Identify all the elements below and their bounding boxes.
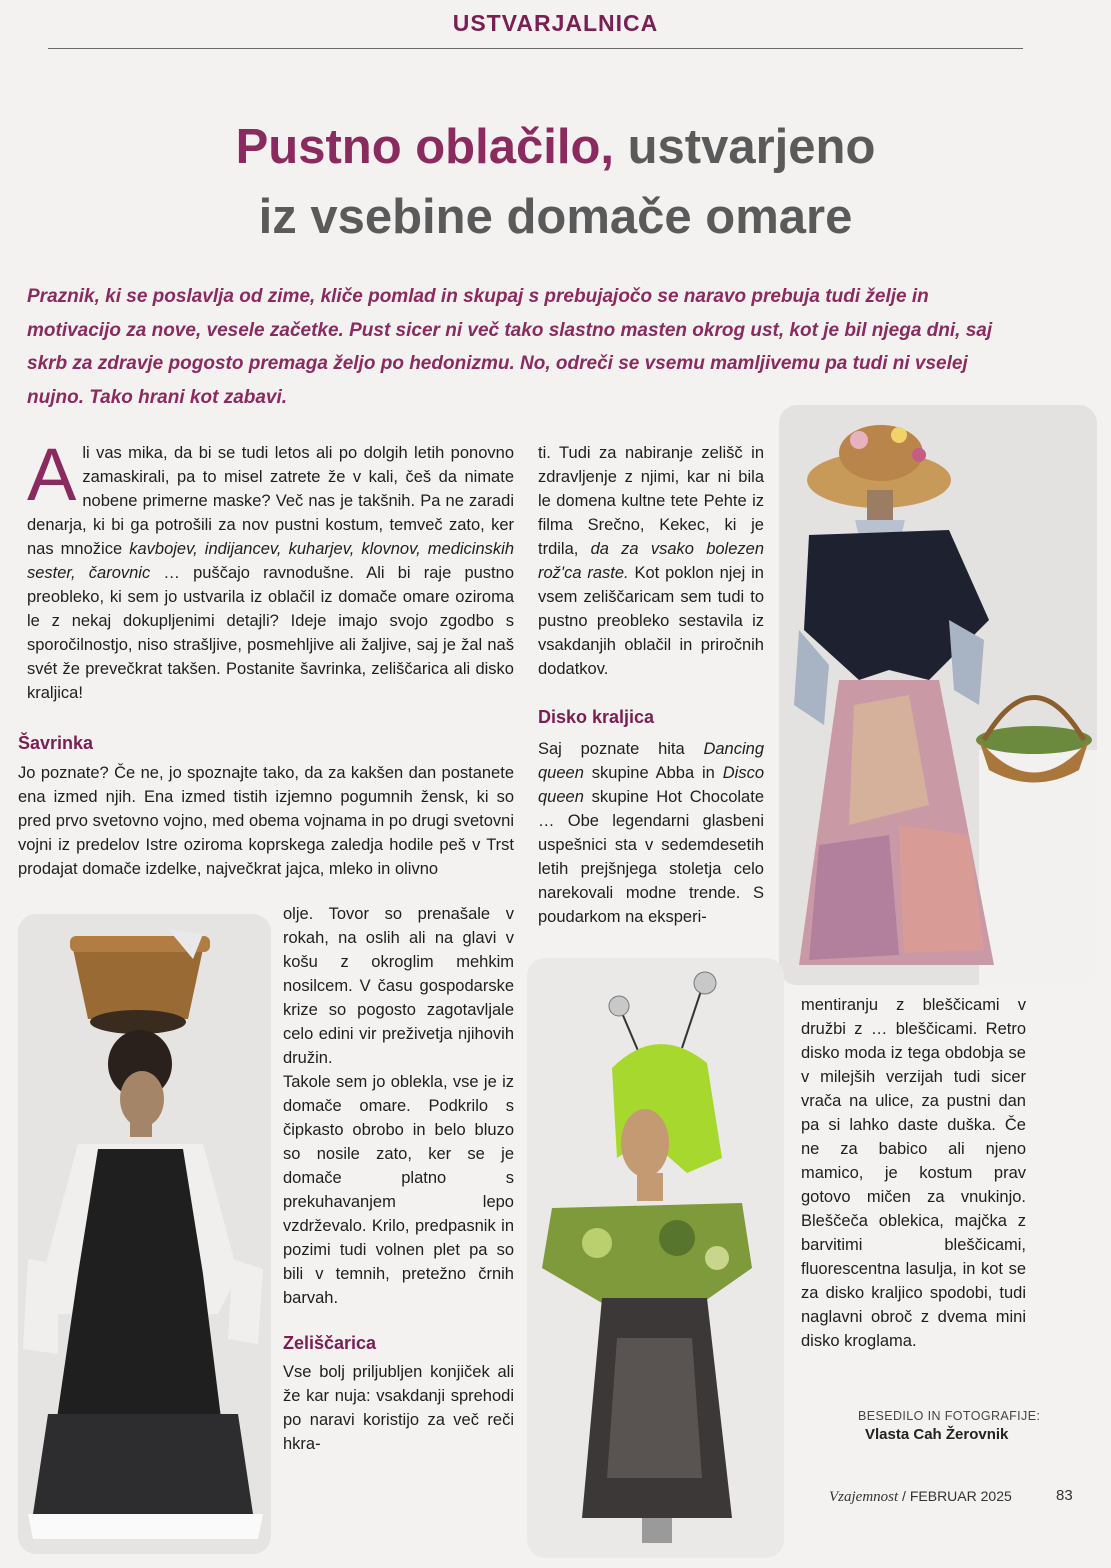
title-rest: ustvarjeno xyxy=(614,120,876,174)
intro-p1-end: … puščajo ravnodušne. Ali bi raje pustno preobleko, ki sem jo ustvarila iz oblačil iz domače omare oziroma le z nekaj dokupljenimi detajli? Ideje imajo svojo zgodbo s sporočilnostjo, niso strašljive, posmehljive ali žaljive, saj je žal naš svét že prevečkrat takšen. Postanite šavrinka, zeliščarica ali disko kraljica! xyxy=(27,564,514,702)
top-rule xyxy=(48,48,1023,49)
mannequin-green-wig-icon xyxy=(527,958,784,1558)
heading-zeliscarica: Zeliščarica xyxy=(283,1333,377,1353)
footer-magazine: Vzajemnost / FEBRUAR 2025 xyxy=(829,1488,1012,1505)
mannequin-basket-on-head-icon xyxy=(18,914,271,1554)
intro-italic: kavbojev, indijancev, kuharjev, klovnov, medicinskih sester, čarovnic xyxy=(27,540,514,582)
savrinka-p1: Jo poznate? Če ne, jo spoznajte tako, da za kakšen dan postanete ena izmed njih. Ena izmed tistih izjemno pogumnih žensk, ki so pred prvo svetovno vojno, med obema vojnama in po drugi svetovni vojni iz predelov Istre oziroma koprskega zaledja hodile peš v Trst prodajat domače izdelke, največkrat jajca, mleko in olivno xyxy=(18,764,514,878)
page-number: 83 xyxy=(1056,1487,1073,1504)
disko-p2: mentiranju z bleščicami v družbi z … bleščicami. Retro disko moda iz tega obdobja se v milejših verzijah tudi sicer vrača na ulice, za pustni dan pa si lahko daste duška. Če ne za babico ali njeno mamico, je kostum prav gotovo mičen za vnukinjo. Bleščeča oblekica, majčka z barvitimi bleščicami, fluorescentna lasulja, in kot se za disko kraljico spodobi, tudi naglavni obroč z dvema mini disko kroglama. xyxy=(801,996,1026,1350)
savrinka-p2: olje. Tovor so prenašale v rokah, na oslih ali na glavi v košu z okroglim mehkim nosilcem. V času gospodarske krize so pogosto zagotavljale celo edini vir preživetja njihovih družin. Takole sem jo oblekla, vse je iz domače omare. Podkrilo s čipkasto obrobo in belo bluzo so nosile zato, ker se je domače platno s prekuhavanjem lepo vzdrževalo. Krilo, predpasnik in pozimi tudi volnen plet pa so bili v temnih, pretežno črnih barvah. xyxy=(283,902,514,1310)
zeliscarica-italic: da za vsako bolezen rož'ca raste. xyxy=(538,540,764,582)
credit-name: Vlasta Cah Žerovnik xyxy=(865,1426,1009,1443)
savrinka-p3: Takole sem jo oblekla, vse je iz domače omare. Podkrilo s čipkasto obrobo in belo bluzo so nosile zato, ker se je domače platno s prekuhavanjem lepo vzdrževalo. Krilo, predpasnik in pozimi tudi volnen plet pa so bili v temnih, pretežno črnih barvah. xyxy=(283,1073,514,1307)
heading-disko: Disko kraljica xyxy=(538,707,655,727)
mannequin-straw-hat-basket-icon xyxy=(779,405,1097,985)
title-line2: iz vsebine domače omare xyxy=(258,190,853,244)
zeliscarica-p1: Vse bolj priljubljen konjiček ali že kar nuja: vsakdanji sprehodi po naravi koristijo za več reči hkra- xyxy=(283,1363,514,1453)
intro-p1: li vas mika, da bi se tudi letos ali po dolgih letih ponovno zamaskirali, pa to misel zatrete že v kali, češ da nimate nobene primerne maske? Več nas je takšnih. Pa ne zaradi denarja, ki bi ga potrošili za nov pustni kostum, temveč zato, ker nas množice xyxy=(27,444,514,558)
photo-zeliscarica xyxy=(779,405,1097,985)
zeliscarica-p2: ti. Tudi za nabiranje zelišč in zdravljenje z njimi, kar ni bila le domena kultne tete Pehte iz filma Srečno, Kekec, ki je trdila, da za vsako bolezen rož'ca raste. Kot poklon njej in vsem zeliščaricam sem tudi to pustno preobleko sestavila iz vsakdanjih oblačil in priročnih dodatkov. xyxy=(538,444,764,678)
disko-p1: Saj poznate hita Dancing queen skupine Abba in Disco queen skupine Hot Chocolate … Obe legendarni glasbeni uspešnici sta v sedemdesetih letih prejšnjega stoletja celo narekovali modne trende. S poudarkom na eksperi- xyxy=(538,740,764,926)
drop-cap: A xyxy=(27,433,77,516)
section-label: USTVARJALNICA xyxy=(452,10,659,36)
title-accent: Pustno oblačilo, xyxy=(235,120,614,174)
photo-disko-kraljica xyxy=(527,958,784,1558)
heading-savrinka: Šavrinka xyxy=(18,733,94,753)
lead-paragraph: Praznik, ki se poslavlja od zime, kliče pomlad in skupaj s prebujajočo se naravo prebuja tudi želje in motivacijo za nove, vesele začetke. Pust sicer ni več tako slastno masten okrog ust, kot je bil njega dni, saj skrb za zdravje pogosto premaga željo po hedonizmu. No, odreči se vsemu mamljivemu pa tudi ni vselej nujno. Tako hrani kot zabavi. xyxy=(27,286,993,408)
article-title xyxy=(0,112,1111,252)
photo-savrinka xyxy=(18,914,271,1554)
credit-label: BESEDILO IN FOTOGRAFIJE: xyxy=(858,1409,1041,1423)
intro-text xyxy=(27,433,514,705)
